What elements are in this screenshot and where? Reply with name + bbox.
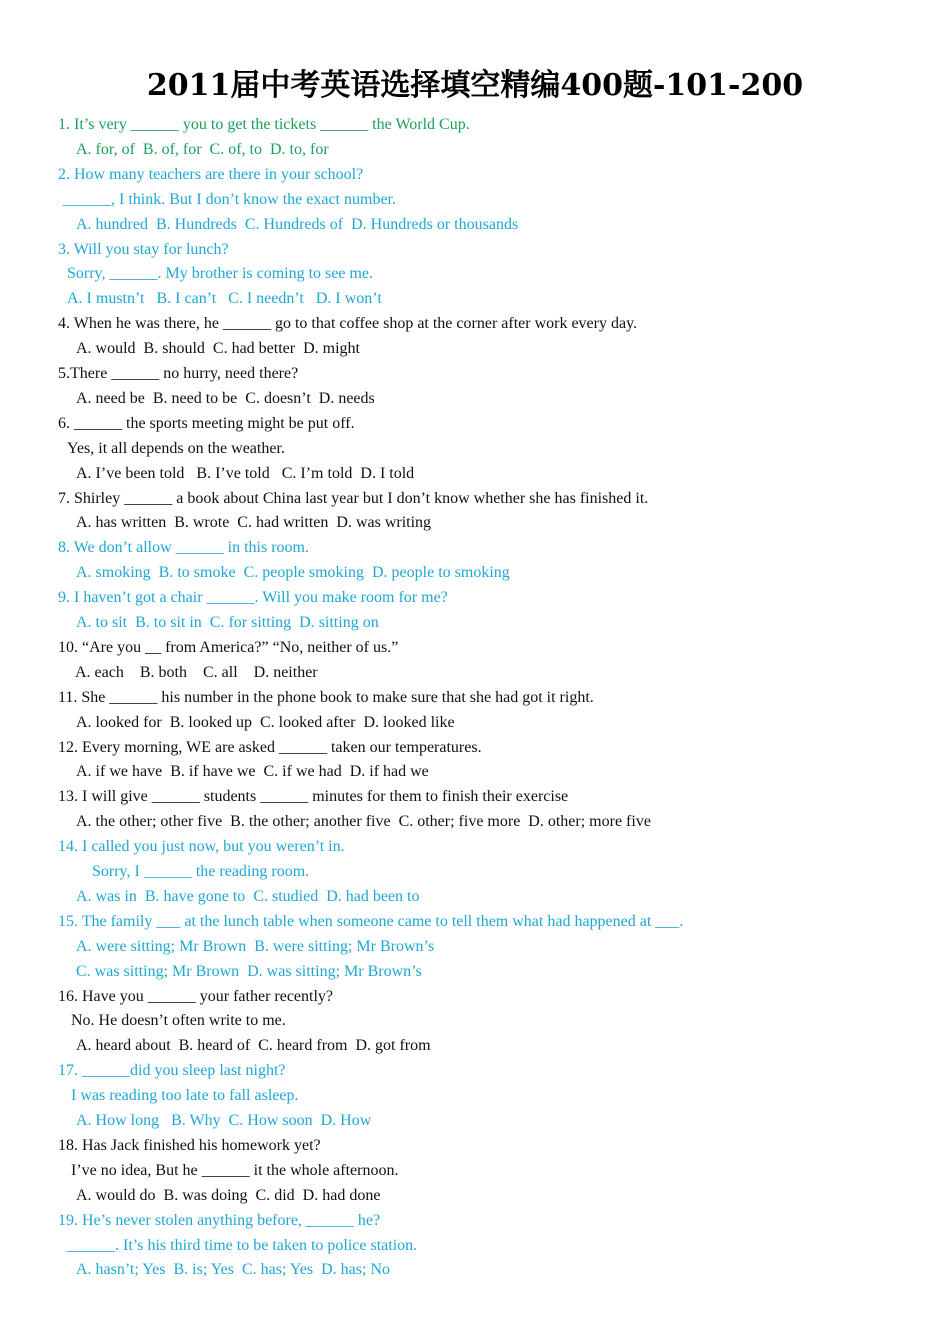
answer-options: A. the other; other five B. the other; another five C. other; five more D. other; more five: [76, 813, 651, 831]
answer-options: A. was in B. have gone to C. studied D. had been to: [76, 887, 420, 905]
question-line: 14. I called you just now, but you weren’t in.: [58, 838, 345, 856]
question-line: 12. Every morning, WE are asked ______ taken our temperatures.: [58, 738, 482, 756]
question-line: 10. “Are you __ from America?” “No, neither of us.”: [58, 638, 399, 656]
answer-options: A. looked for B. looked up C. looked after D. looked like: [76, 713, 455, 731]
question-line: 9. I haven’t got a chair ______. Will you make room for me?: [58, 589, 448, 607]
answer-options: A. hasn’t; Yes B. is; Yes C. has; Yes D. has; No: [76, 1261, 390, 1279]
question-line: 6. ______ the sports meeting might be put off.: [58, 414, 355, 432]
question-line: I’ve no idea, But he ______ it the whole afternoon.: [71, 1161, 399, 1179]
question-line: ______, I think. But I don’t know the exact number.: [63, 190, 396, 208]
answer-options: A. if we have B. if have we C. if we had D. if had we: [76, 763, 429, 781]
question-line: 16. Have you ______ your father recently?: [58, 987, 334, 1005]
question-line: 7. Shirley ______ a book about China last year but I don’t know whether she has finished it.: [58, 489, 649, 507]
question-line: 18. Has Jack finished his homework yet?: [58, 1136, 321, 1154]
page-title: 2011届中考英语选择填空精编400题-101-200: [146, 68, 804, 103]
answer-options: A. has written B. wrote C. had written D. was writing: [76, 514, 432, 532]
answer-options: A. to sit B. to sit in C. for sitting D. sitting on: [76, 614, 379, 631]
answer-options: A. would B. should C. had better D. might: [76, 340, 360, 358]
answer-options: A. smoking B. to smoke C. people smoking D. people to smoking: [76, 564, 510, 582]
answer-options: A. were sitting; Mr Brown B. were sitting; Mr Brown’s: [76, 937, 435, 955]
question-line: No. He doesn’t often write to me.: [71, 1012, 286, 1030]
answer-options: A. How long B. Why C. How soon D. How: [76, 1112, 372, 1129]
question-line: 1. It’s very ______ you to get the tickets ______ the World Cup.: [58, 116, 470, 133]
question-line: 13. I will give ______ students ______ minutes for them to finish their exercise: [58, 788, 569, 806]
question-line: Yes, it all depends on the weather.: [67, 439, 285, 457]
question-line: 8. We don’t allow ______ in this room.: [58, 539, 309, 557]
answer-options: A. need be B. need to be C. doesn’t D. needs: [76, 389, 375, 407]
answer-options: A. would do B. was doing C. did D. had done: [76, 1186, 381, 1204]
answer-options: A. I’ve been told B. I’ve told C. I’m told D. I told: [76, 464, 415, 482]
question-line: 17. ______did you sleep last night?: [58, 1062, 286, 1080]
question-line: 15. The family ___ at the lunch table when someone came to tell them what had happened at ___.: [58, 912, 684, 930]
answer-options: A. I mustn’t B. I can’t C. I needn’t D. I won’t: [67, 290, 382, 308]
question-line: Sorry, ______. My brother is coming to see me.: [67, 265, 374, 283]
question-line: 11. She ______ his number in the phone book to make sure that she had got it right.: [58, 688, 594, 706]
answer-options: A. hundred B. Hundreds C. Hundreds of D. Hundreds or thousands: [76, 215, 519, 233]
answer-options: A. for, of B. of, for C. of, to D. to, for: [76, 140, 329, 158]
question-line: 3. Will you stay for lunch?: [58, 240, 229, 258]
question-line: 4. When he was there, he ______ go to that coffee shop at the corner after work every day.: [58, 315, 638, 333]
question-line: I was reading too late to fall asleep.: [71, 1087, 299, 1105]
answer-options: A. heard about B. heard of C. heard from D. got from: [76, 1037, 431, 1055]
question-line: 19. He’s never stolen anything before, ______ he?: [58, 1211, 381, 1229]
answer-options: A. each B. both C. all D. neither: [75, 663, 318, 681]
answer-options: C. was sitting; Mr Brown D. was sitting; Mr Brown’s: [76, 962, 422, 980]
question-line: ______. It’s his third time to be taken to police station.: [67, 1236, 418, 1254]
question-line: 5.There ______ no hurry, need there?: [58, 365, 299, 382]
question-line: 2. How many teachers are there in your school?: [58, 165, 364, 183]
question-line: Sorry, I ______ the reading room.: [92, 863, 310, 880]
